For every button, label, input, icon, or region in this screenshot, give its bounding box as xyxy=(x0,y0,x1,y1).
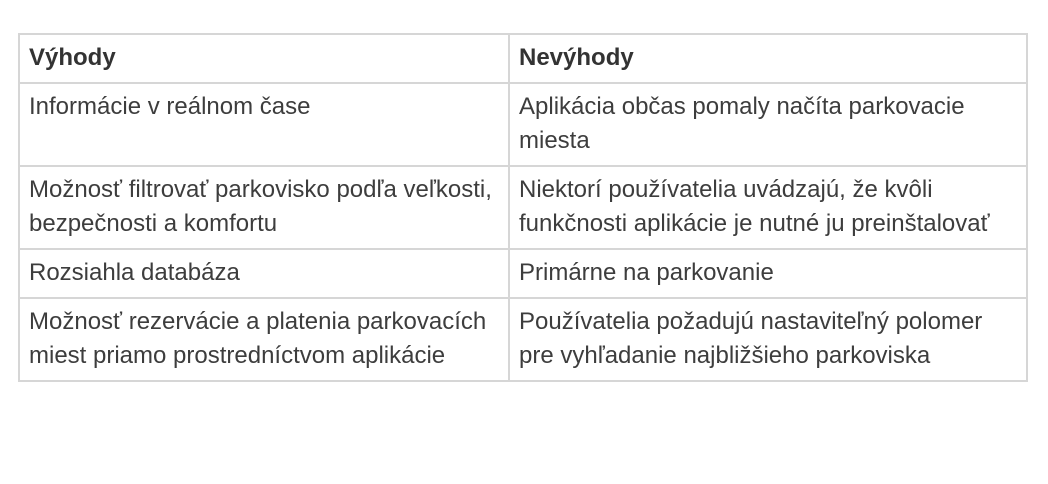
disadvantage-cell: Aplikácia občas pomaly načíta parkovacie miesta xyxy=(509,83,1027,166)
advantage-cell: Informácie v reálnom čase xyxy=(19,83,509,166)
table-header-row xyxy=(19,34,1027,83)
table-row xyxy=(19,83,1027,166)
advantage-cell: Rozsiahla databáza xyxy=(19,249,509,298)
advantage-cell: Možnosť rezervácie a platenia parkovacích miest priamo prostredníctvom aplikácie xyxy=(19,298,509,381)
disadvantage-cell: Primárne na parkovanie xyxy=(509,249,1027,298)
table-row xyxy=(19,166,1027,249)
pros-cons-table-container xyxy=(18,33,1028,382)
table-row xyxy=(19,249,1027,298)
pros-cons-table xyxy=(18,33,1028,382)
header-advantages: Výhody xyxy=(19,34,509,83)
disadvantage-cell: Niektorí používatelia uvádzajú, že kvôli funkčnosti aplikácie je nutné ju preinštalovať xyxy=(509,166,1027,249)
disadvantage-cell: Používatelia požadujú nastaviteľný polomer pre vyhľadanie najbližšieho parkoviska xyxy=(509,298,1027,381)
table-row xyxy=(19,298,1027,381)
header-disadvantages: Nevýhody xyxy=(509,34,1027,83)
advantage-cell: Možnosť filtrovať parkovisko podľa veľkosti, bezpečnosti a komfortu xyxy=(19,166,509,249)
